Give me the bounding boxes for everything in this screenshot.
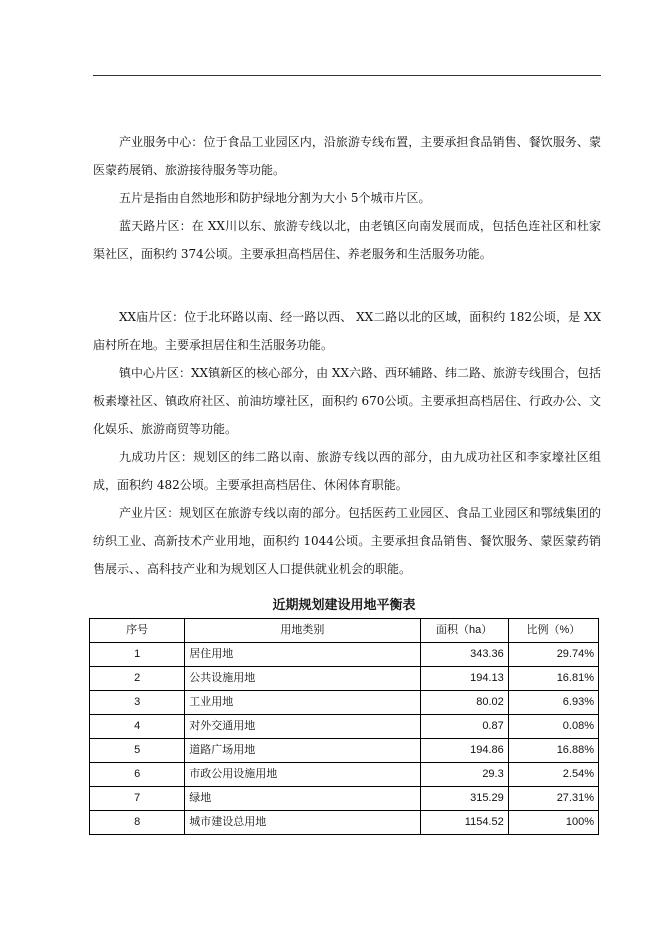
cell-index: 3 <box>90 691 185 715</box>
cell-ratio: 100% <box>508 811 598 835</box>
header-rule <box>93 75 601 76</box>
cell-category: 城市建设总用地 <box>185 811 420 835</box>
cell-category: 对外交通用地 <box>185 715 420 739</box>
cell-category: 绿地 <box>185 787 420 811</box>
cell-category: 工业用地 <box>185 691 420 715</box>
cell-area: 315.29 <box>420 787 508 811</box>
cell-area: 29.3 <box>420 763 508 787</box>
header-land-category: 用地类别 <box>185 619 420 643</box>
table-title: 近期规划建设用地平衡表 <box>272 598 416 613</box>
cell-area: 194.13 <box>420 667 508 691</box>
paragraph-industry-service-center: 产业服务中心：位于食品工业园区内，沿旅游专线布置，主要承担食品销售、餐饮服务、蒙医蒙药展销、旅游接待服务等功能。 <box>93 135 601 177</box>
paragraph-xx-temple-district: XX庙片区：位于北环路以南、经一路以西、 XX二路以北的区域，面积约 182公顷，是 XX庙村所在地。主要承担居住和生活服务功能。 <box>93 310 601 352</box>
table-row <box>90 667 599 691</box>
header-ratio: 比例（%） <box>508 619 598 643</box>
cell-index: 2 <box>90 667 185 691</box>
cell-category: 公共设施用地 <box>185 667 420 691</box>
cell-index: 4 <box>90 715 185 739</box>
table-header-row <box>90 619 599 643</box>
table-row <box>90 643 599 667</box>
cell-category: 居住用地 <box>185 643 420 667</box>
cell-area: 343.36 <box>420 643 508 667</box>
cell-area: 194.86 <box>420 739 508 763</box>
cell-area: 0.87 <box>420 715 508 739</box>
table-row <box>90 811 599 835</box>
table-row <box>90 691 599 715</box>
paragraph-five-districts: 五片是指由自然地形和防护绿地分割为大小 5个城市片区。 <box>119 191 431 205</box>
cell-ratio: 29.74% <box>508 643 598 667</box>
paragraph-town-center-district: 镇中心片区：XX镇新区的核心部分，由 XX六路、西环辅路、纬二路、旅游专线围合，包括板素壕社区、镇政府社区、前油坊壕社区，面积约 670公顷。主要承担高档居住、行政办公、文化娱乐、旅游商贸等功能。 <box>93 366 601 436</box>
header-area: 面积（ha） <box>420 619 508 643</box>
cell-index: 6 <box>90 763 185 787</box>
table-row <box>90 715 599 739</box>
cell-index: 8 <box>90 811 185 835</box>
cell-ratio: 27.31% <box>508 787 598 811</box>
land-use-balance-table <box>89 618 599 835</box>
cell-ratio: 0.08% <box>508 715 598 739</box>
paragraph-jiuchenggong-district: 九成功片区：规划区的纬二路以南、旅游专线以西的部分，由九成功社区和李家壕社区组成，面积约 482公顷。主要承担高档居住、休闲体育职能。 <box>93 450 601 492</box>
cell-area: 1154.52 <box>420 811 508 835</box>
cell-ratio: 16.81% <box>508 667 598 691</box>
cell-ratio: 16.88% <box>508 739 598 763</box>
cell-area: 80.02 <box>420 691 508 715</box>
cell-category: 市政公用设施用地 <box>185 763 420 787</box>
table-row <box>90 763 599 787</box>
cell-ratio: 6.93% <box>508 691 598 715</box>
cell-index: 5 <box>90 739 185 763</box>
cell-index: 1 <box>90 643 185 667</box>
paragraph-industry-district: 产业片区：规划区在旅游专线以南的部分。包括医药工业园区、食品工业园区和鄂绒集团的纺织工业、高新技术产业用地，面积约 1044公顷。主要承担食品销售、餐饮服务、蒙医蒙药销售展示、、高科技产业和为规划区人口提供就业机会的职能。 <box>93 506 601 576</box>
paragraph-lantian-road-district: 蓝天路片区：在 XX川以东、旅游专线以北，由老镇区向南发展而成，包括色连社区和杜家渠社区，面积约 374公顷。主要承担高档居住、养老服务和生活服务功能。 <box>93 219 601 261</box>
cell-category: 道路广场用地 <box>185 739 420 763</box>
cell-index: 7 <box>90 787 185 811</box>
cell-ratio: 2.54% <box>508 763 598 787</box>
table-row <box>90 787 599 811</box>
table-row <box>90 739 599 763</box>
text-block-1 <box>93 128 601 268</box>
text-block-2 <box>93 303 601 583</box>
header-index: 序号 <box>90 619 185 643</box>
